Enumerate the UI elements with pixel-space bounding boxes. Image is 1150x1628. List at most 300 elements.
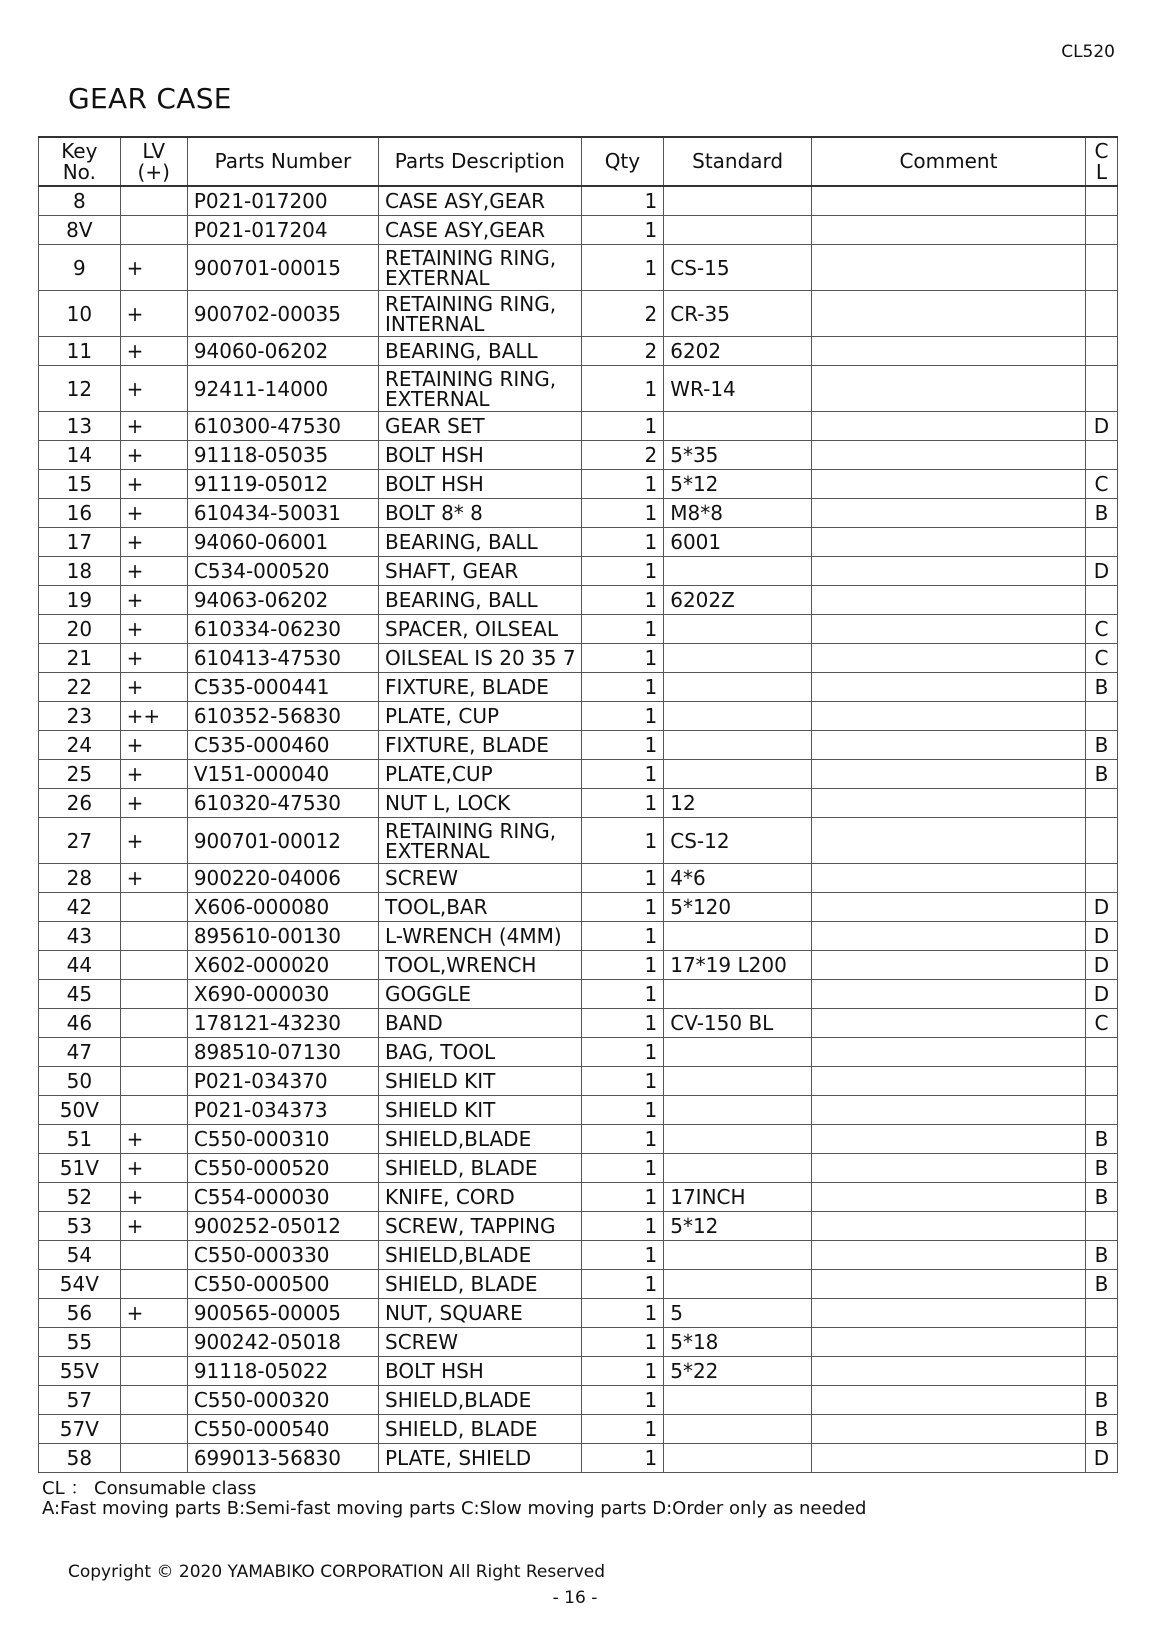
part-number-cell: 94063-06202 <box>187 586 378 615</box>
lv-cell: + <box>120 366 187 412</box>
col-lv-line2: (+) <box>137 159 170 184</box>
standard-cell: WR-14 <box>664 366 812 412</box>
cl-cell: B <box>1085 1415 1117 1444</box>
table-row <box>39 673 1118 702</box>
cl-cell <box>1085 528 1117 557</box>
cl-cell: B <box>1085 1154 1117 1183</box>
table-row <box>39 980 1118 1009</box>
part-number-cell: 92411-14000 <box>187 366 378 412</box>
comment-cell <box>812 528 1086 557</box>
part-number-cell: 898510-07130 <box>187 1038 378 1067</box>
col-lv-line1: LV <box>142 138 166 163</box>
lv-cell <box>120 893 187 922</box>
table-row <box>39 1241 1118 1270</box>
lv-cell: + <box>120 760 187 789</box>
table-row <box>39 499 1118 528</box>
copyright: Copyright © 2020 YAMABIKO CORPORATION All Right Reserved <box>68 1562 606 1582</box>
qty-cell: 1 <box>581 586 664 615</box>
qty-cell: 1 <box>581 1415 664 1444</box>
description-cell: NUT, SQUARE <box>379 1299 582 1328</box>
qty-cell: 2 <box>581 291 664 337</box>
part-number-cell: 610434-50031 <box>187 499 378 528</box>
cl-cell: D <box>1085 951 1117 980</box>
standard-cell: 12 <box>664 789 812 818</box>
comment-cell <box>812 1299 1086 1328</box>
part-number-cell: C535-000460 <box>187 731 378 760</box>
cl-cell: C <box>1085 615 1117 644</box>
lv-cell: + <box>120 864 187 893</box>
description-cell: FIXTURE, BLADE <box>379 673 582 702</box>
lv-cell <box>120 1357 187 1386</box>
cl-cell <box>1085 186 1117 216</box>
table-row <box>39 1125 1118 1154</box>
part-number-cell: 900252-05012 <box>187 1212 378 1241</box>
cl-cell: B <box>1085 1183 1117 1212</box>
description-cell: SHIELD,BLADE <box>379 1125 582 1154</box>
key-cell: 22 <box>39 673 121 702</box>
description-cell: SCREW <box>379 1328 582 1357</box>
part-number-cell: P021-034370 <box>187 1067 378 1096</box>
qty-cell: 1 <box>581 1183 664 1212</box>
lv-cell <box>120 980 187 1009</box>
comment-cell <box>812 1386 1086 1415</box>
table-row <box>39 922 1118 951</box>
qty-cell: 2 <box>581 337 664 366</box>
part-number-cell: 699013-56830 <box>187 1444 378 1473</box>
part-number-cell: C550-000540 <box>187 1415 378 1444</box>
qty-cell: 1 <box>581 818 664 864</box>
qty-cell: 1 <box>581 1009 664 1038</box>
key-cell: 54 <box>39 1241 121 1270</box>
key-cell: 15 <box>39 470 121 499</box>
cl-cell <box>1085 586 1117 615</box>
qty-cell: 1 <box>581 366 664 412</box>
standard-cell <box>664 922 812 951</box>
lv-cell <box>120 1444 187 1473</box>
cl-cell <box>1085 1357 1117 1386</box>
standard-cell <box>664 673 812 702</box>
part-number-cell: 610320-47530 <box>187 789 378 818</box>
lv-cell: ++ <box>120 702 187 731</box>
comment-cell <box>812 366 1086 412</box>
key-cell: 28 <box>39 864 121 893</box>
description-cell: CASE ASY,GEAR <box>379 186 582 216</box>
lv-cell: + <box>120 818 187 864</box>
cl-cell: D <box>1085 893 1117 922</box>
standard-cell: CR-35 <box>664 291 812 337</box>
comment-cell <box>812 499 1086 528</box>
qty-cell: 1 <box>581 980 664 1009</box>
standard-cell <box>664 731 812 760</box>
standard-cell: 5*120 <box>664 893 812 922</box>
description-line1: RETAINING RING, <box>385 245 557 270</box>
key-cell: 51V <box>39 1154 121 1183</box>
legend-cl: CL ： Consumable class <box>42 1478 257 1499</box>
qty-cell: 1 <box>581 1386 664 1415</box>
standard-cell <box>664 1038 812 1067</box>
description-cell: BOLT HSH <box>379 470 582 499</box>
part-number-cell: V151-000040 <box>187 760 378 789</box>
col-comment: Comment <box>812 137 1086 186</box>
description-cell: SHIELD,BLADE <box>379 1241 582 1270</box>
cl-cell: C <box>1085 1009 1117 1038</box>
parts-table-body <box>39 186 1118 1473</box>
cl-cell <box>1085 337 1117 366</box>
cl-cell: B <box>1085 1270 1117 1299</box>
description-cell: SHIELD, BLADE <box>379 1154 582 1183</box>
standard-cell: 5*12 <box>664 1212 812 1241</box>
legend <box>42 1479 866 1519</box>
key-cell: 23 <box>39 702 121 731</box>
description-cell: FIXTURE, BLADE <box>379 731 582 760</box>
col-cl-line1: C <box>1094 138 1109 163</box>
col-cl <box>1085 137 1117 186</box>
lv-cell <box>120 1009 187 1038</box>
table-row <box>39 291 1118 337</box>
description-cell: BAG, TOOL <box>379 1038 582 1067</box>
lv-cell: + <box>120 441 187 470</box>
description-cell: OILSEAL IS 20 35 7 <box>379 644 582 673</box>
key-cell: 16 <box>39 499 121 528</box>
table-row <box>39 1038 1118 1067</box>
comment-cell <box>812 291 1086 337</box>
lv-cell: + <box>120 586 187 615</box>
description-cell: TOOL,WRENCH <box>379 951 582 980</box>
cl-cell <box>1085 1299 1117 1328</box>
comment-cell <box>812 245 1086 291</box>
description-line1: RETAINING RING, <box>385 366 557 391</box>
description-cell: SHIELD, BLADE <box>379 1270 582 1299</box>
part-number-cell: C550-000320 <box>187 1386 378 1415</box>
part-number-cell: X606-000080 <box>187 893 378 922</box>
cl-cell: D <box>1085 557 1117 586</box>
part-number-cell: 900242-05018 <box>187 1328 378 1357</box>
col-key-no <box>39 137 121 186</box>
part-number-cell: 610334-06230 <box>187 615 378 644</box>
lv-cell <box>120 1386 187 1415</box>
qty-cell: 1 <box>581 731 664 760</box>
table-row <box>39 1357 1118 1386</box>
description-line1: RETAINING RING, <box>385 291 557 316</box>
qty-cell: 1 <box>581 702 664 731</box>
lv-cell <box>120 1415 187 1444</box>
standard-cell: 6202 <box>664 337 812 366</box>
comment-cell <box>812 864 1086 893</box>
table-row <box>39 1444 1118 1473</box>
comment-cell <box>812 1241 1086 1270</box>
description-cell: SHIELD, BLADE <box>379 1415 582 1444</box>
key-cell: 52 <box>39 1183 121 1212</box>
comment-cell <box>812 1415 1086 1444</box>
table-row <box>39 216 1118 245</box>
part-number-cell: C535-000441 <box>187 673 378 702</box>
qty-cell: 1 <box>581 1212 664 1241</box>
standard-cell: 6001 <box>664 528 812 557</box>
qty-cell: 1 <box>581 245 664 291</box>
cl-cell: B <box>1085 1125 1117 1154</box>
part-number-cell: 91119-05012 <box>187 470 378 499</box>
description-cell: GOGGLE <box>379 980 582 1009</box>
description-line2: EXTERNAL <box>385 838 490 863</box>
description-cell <box>379 245 582 291</box>
col-description: Parts Description <box>379 137 582 186</box>
comment-cell <box>812 186 1086 216</box>
description-line2: EXTERNAL <box>385 386 490 411</box>
comment-cell <box>812 1328 1086 1357</box>
parts-table <box>38 136 1118 1473</box>
standard-cell <box>664 1270 812 1299</box>
qty-cell: 1 <box>581 1270 664 1299</box>
comment-cell <box>812 337 1086 366</box>
lv-cell <box>120 1241 187 1270</box>
description-cell: KNIFE, CORD <box>379 1183 582 1212</box>
lv-cell: + <box>120 412 187 441</box>
key-cell: 21 <box>39 644 121 673</box>
part-number-cell: X690-000030 <box>187 980 378 1009</box>
lv-cell: + <box>120 1299 187 1328</box>
key-cell: 45 <box>39 980 121 1009</box>
description-cell: BAND <box>379 1009 582 1038</box>
qty-cell: 1 <box>581 528 664 557</box>
key-cell: 58 <box>39 1444 121 1473</box>
key-cell: 50 <box>39 1067 121 1096</box>
standard-cell <box>664 1415 812 1444</box>
description-cell: SHIELD KIT <box>379 1096 582 1125</box>
table-row <box>39 586 1118 615</box>
part-number-cell: 900701-00015 <box>187 245 378 291</box>
part-number-cell: P021-034373 <box>187 1096 378 1125</box>
part-number-cell: P021-017204 <box>187 216 378 245</box>
qty-cell: 1 <box>581 864 664 893</box>
comment-cell <box>812 557 1086 586</box>
comment-cell <box>812 760 1086 789</box>
standard-cell <box>664 1241 812 1270</box>
key-cell: 57 <box>39 1386 121 1415</box>
qty-cell: 1 <box>581 673 664 702</box>
table-row <box>39 441 1118 470</box>
key-cell: 54V <box>39 1270 121 1299</box>
comment-cell <box>812 893 1086 922</box>
cl-cell <box>1085 291 1117 337</box>
cl-cell: C <box>1085 644 1117 673</box>
key-cell: 25 <box>39 760 121 789</box>
lv-cell: + <box>120 337 187 366</box>
standard-cell <box>664 702 812 731</box>
qty-cell: 1 <box>581 1444 664 1473</box>
key-cell: 24 <box>39 731 121 760</box>
lv-cell <box>120 1270 187 1299</box>
part-number-cell: 895610-00130 <box>187 922 378 951</box>
cl-cell <box>1085 864 1117 893</box>
description-cell: BOLT HSH <box>379 1357 582 1386</box>
qty-cell: 1 <box>581 615 664 644</box>
standard-cell <box>664 1067 812 1096</box>
comment-cell <box>812 1357 1086 1386</box>
cl-cell <box>1085 789 1117 818</box>
lv-cell <box>120 216 187 245</box>
col-lv <box>120 137 187 186</box>
lv-cell <box>120 951 187 980</box>
col-key-line2: No. <box>62 159 96 184</box>
cl-cell: D <box>1085 922 1117 951</box>
key-cell: 27 <box>39 818 121 864</box>
part-number-cell: 900701-00012 <box>187 818 378 864</box>
standard-cell: 5*12 <box>664 470 812 499</box>
key-cell: 44 <box>39 951 121 980</box>
cl-cell: C <box>1085 470 1117 499</box>
description-cell: BEARING, BALL <box>379 528 582 557</box>
lv-cell: + <box>120 644 187 673</box>
cl-cell <box>1085 245 1117 291</box>
key-cell: 57V <box>39 1415 121 1444</box>
part-number-cell: 94060-06001 <box>187 528 378 557</box>
description-line1: RETAINING RING, <box>385 818 557 843</box>
lv-cell <box>120 922 187 951</box>
comment-cell <box>812 1038 1086 1067</box>
qty-cell: 1 <box>581 1125 664 1154</box>
lv-cell: + <box>120 557 187 586</box>
comment-cell <box>812 702 1086 731</box>
part-number-cell: C550-000310 <box>187 1125 378 1154</box>
standard-cell: 17INCH <box>664 1183 812 1212</box>
legend-classes: A:Fast moving parts B:Semi-fast moving parts C:Slow moving parts D:Order only as needed <box>42 1498 867 1519</box>
comment-cell <box>812 731 1086 760</box>
standard-cell <box>664 1125 812 1154</box>
key-cell: 13 <box>39 412 121 441</box>
comment-cell <box>812 1154 1086 1183</box>
part-number-cell: C550-000330 <box>187 1241 378 1270</box>
standard-cell <box>664 1154 812 1183</box>
table-row <box>39 760 1118 789</box>
table-row <box>39 1009 1118 1038</box>
qty-cell: 1 <box>581 1154 664 1183</box>
part-number-cell: 610300-47530 <box>187 412 378 441</box>
page-title: GEAR CASE <box>68 82 232 115</box>
key-cell: 56 <box>39 1299 121 1328</box>
qty-cell: 1 <box>581 893 664 922</box>
table-row <box>39 644 1118 673</box>
comment-cell <box>812 1444 1086 1473</box>
part-number-cell: C534-000520 <box>187 557 378 586</box>
col-standard: Standard <box>664 137 812 186</box>
qty-cell: 1 <box>581 951 664 980</box>
comment-cell <box>812 673 1086 702</box>
description-cell: SPACER, OILSEAL <box>379 615 582 644</box>
lv-cell: + <box>120 499 187 528</box>
description-cell: BEARING, BALL <box>379 337 582 366</box>
key-cell: 14 <box>39 441 121 470</box>
table-row <box>39 1386 1118 1415</box>
key-cell: 17 <box>39 528 121 557</box>
standard-cell: 4*6 <box>664 864 812 893</box>
lv-cell: + <box>120 1183 187 1212</box>
key-cell: 42 <box>39 893 121 922</box>
part-number-cell: C550-000500 <box>187 1270 378 1299</box>
cl-cell <box>1085 1096 1117 1125</box>
lv-cell: + <box>120 731 187 760</box>
col-cl-line2: L <box>1095 159 1108 184</box>
table-row <box>39 366 1118 412</box>
comment-cell <box>812 922 1086 951</box>
lv-cell <box>120 186 187 216</box>
comment-cell <box>812 441 1086 470</box>
standard-cell <box>664 980 812 1009</box>
standard-cell: M8*8 <box>664 499 812 528</box>
comment-cell <box>812 951 1086 980</box>
standard-cell: CS-15 <box>664 245 812 291</box>
lv-cell: + <box>120 1154 187 1183</box>
table-row <box>39 615 1118 644</box>
standard-cell <box>664 1386 812 1415</box>
comment-cell <box>812 980 1086 1009</box>
table-row <box>39 731 1118 760</box>
lv-cell: + <box>120 615 187 644</box>
col-part-number: Parts Number <box>187 137 378 186</box>
cl-cell <box>1085 818 1117 864</box>
description-cell: SHIELD KIT <box>379 1067 582 1096</box>
qty-cell: 1 <box>581 1357 664 1386</box>
qty-cell: 1 <box>581 1328 664 1357</box>
part-number-cell: 900220-04006 <box>187 864 378 893</box>
standard-cell <box>664 216 812 245</box>
part-number-cell: C554-000030 <box>187 1183 378 1212</box>
key-cell: 55 <box>39 1328 121 1357</box>
table-row <box>39 864 1118 893</box>
table-row <box>39 245 1118 291</box>
qty-cell: 1 <box>581 1096 664 1125</box>
qty-cell: 1 <box>581 412 664 441</box>
standard-cell <box>664 186 812 216</box>
lv-cell: + <box>120 673 187 702</box>
key-cell: 46 <box>39 1009 121 1038</box>
description-cell: SCREW, TAPPING <box>379 1212 582 1241</box>
lv-cell: + <box>120 1212 187 1241</box>
cl-cell: B <box>1085 760 1117 789</box>
key-cell: 20 <box>39 615 121 644</box>
qty-cell: 2 <box>581 441 664 470</box>
description-cell <box>379 366 582 412</box>
part-number-cell: P021-017200 <box>187 186 378 216</box>
comment-cell <box>812 1183 1086 1212</box>
table-row <box>39 1154 1118 1183</box>
description-cell: NUT L, LOCK <box>379 789 582 818</box>
key-cell: 53 <box>39 1212 121 1241</box>
comment-cell <box>812 1212 1086 1241</box>
key-cell: 19 <box>39 586 121 615</box>
comment-cell <box>812 1067 1086 1096</box>
comment-cell <box>812 615 1086 644</box>
comment-cell <box>812 789 1086 818</box>
key-cell: 10 <box>39 291 121 337</box>
table-row <box>39 528 1118 557</box>
key-cell: 11 <box>39 337 121 366</box>
cl-cell <box>1085 216 1117 245</box>
standard-cell: 17*19 L200 <box>664 951 812 980</box>
standard-cell <box>664 760 812 789</box>
cl-cell: B <box>1085 731 1117 760</box>
standard-cell <box>664 644 812 673</box>
cl-cell <box>1085 441 1117 470</box>
lv-cell: + <box>120 1125 187 1154</box>
part-number-cell: 900565-00005 <box>187 1299 378 1328</box>
lv-cell <box>120 1096 187 1125</box>
table-row <box>39 412 1118 441</box>
cl-cell: D <box>1085 980 1117 1009</box>
comment-cell <box>812 1009 1086 1038</box>
comment-cell <box>812 216 1086 245</box>
table-row <box>39 818 1118 864</box>
description-cell: TOOL,BAR <box>379 893 582 922</box>
